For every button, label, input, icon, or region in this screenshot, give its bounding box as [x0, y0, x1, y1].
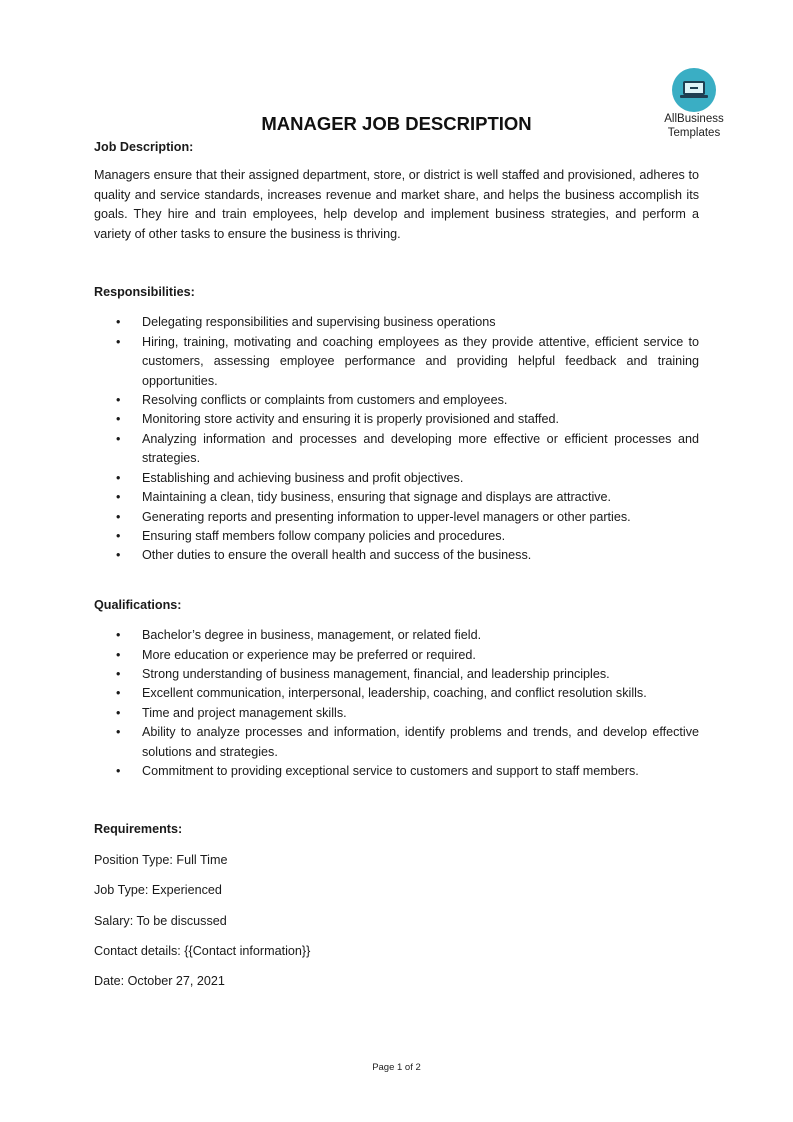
- requirements-heading: Requirements:: [94, 822, 183, 837]
- list-item: • Commitment to providing exceptional service to customers and support to staff members.: [116, 763, 639, 778]
- list-item: • Monitoring store activity and ensuring it is properly provisioned and staffed.: [116, 412, 559, 427]
- list-item: • Maintaining a clean, tidy business, ensuring that signage and displays are attractive.: [116, 490, 612, 505]
- contact-details: Contact details: {{Contact information}}: [94, 944, 311, 958]
- date: Date: October 27, 2021: [94, 974, 225, 989]
- position-type: Position Type: Full Time: [94, 852, 228, 867]
- job-type: Job Type: Experienced: [94, 883, 222, 898]
- salary: Salary: To be discussed: [94, 913, 227, 928]
- laptop-icon: [672, 68, 716, 112]
- list-item: • Ability to analyze processes and information, identify problems and trends, and develop effective solutions and strategies.: [116, 725, 699, 759]
- list-item: • Ensuring staff members follow company policies and procedures.: [116, 528, 506, 543]
- list-item: • Resolving conflicts or complaints from customers and employees.: [116, 393, 508, 408]
- list-item: • Time and project management skills.: [116, 705, 347, 720]
- job-description-text: Managers ensure that their assigned department, store, or district is well staffed and provisioned, adheres to quality and service standards, increases revenue and market share, and helps the business accomplish its goals. They hire and train employees, help develop and implement business strategies, and perform a variety of other tasks to ensure the business is thriving.: [94, 168, 699, 241]
- qualifications-list: [94, 626, 699, 781]
- logo-text-line2: Templates: [667, 127, 721, 139]
- list-item: • Bachelor’s degree in business, management, or related field.: [116, 628, 482, 643]
- list-item: • Generating reports and presenting information to upper-level managers or other parties.: [116, 509, 631, 524]
- list-item: • Excellent communication, interpersonal, leadership, coaching, and conflict resolution skills.: [116, 686, 647, 701]
- qualifications-heading: Qualifications:: [94, 597, 182, 612]
- list-item: • More education or experience may be preferred or required.: [116, 647, 476, 662]
- list-item: • Strong understanding of business management, financial, and leadership principles.: [116, 666, 610, 681]
- document-body: [94, 138, 699, 992]
- list-item: • Establishing and achieving business and profit objectives.: [116, 470, 464, 485]
- page-number: Page 1 of 2: [372, 1062, 421, 1073]
- logo-text-line1: AllBusiness: [664, 113, 724, 125]
- responsibilities-heading: Responsibilities:: [94, 285, 195, 300]
- responsibilities-list: [94, 313, 699, 565]
- job-description-heading: Job Description:: [94, 140, 194, 154]
- list-item: • Hiring, training, motivating and coaching employees as they provide attentive, efficient service to customers, assessing employee performance and providing helpful feedback and training opportunities.: [116, 334, 699, 388]
- document-title: MANAGER JOB DESCRIPTION: [261, 113, 532, 134]
- list-item: • Analyzing information and processes and developing more effective or efficient processes and strategies.: [116, 431, 699, 466]
- list-item: • Other duties to ensure the overall health and success of the business.: [116, 548, 532, 563]
- list-item: • Delegating responsibilities and supervising business operations: [116, 315, 496, 330]
